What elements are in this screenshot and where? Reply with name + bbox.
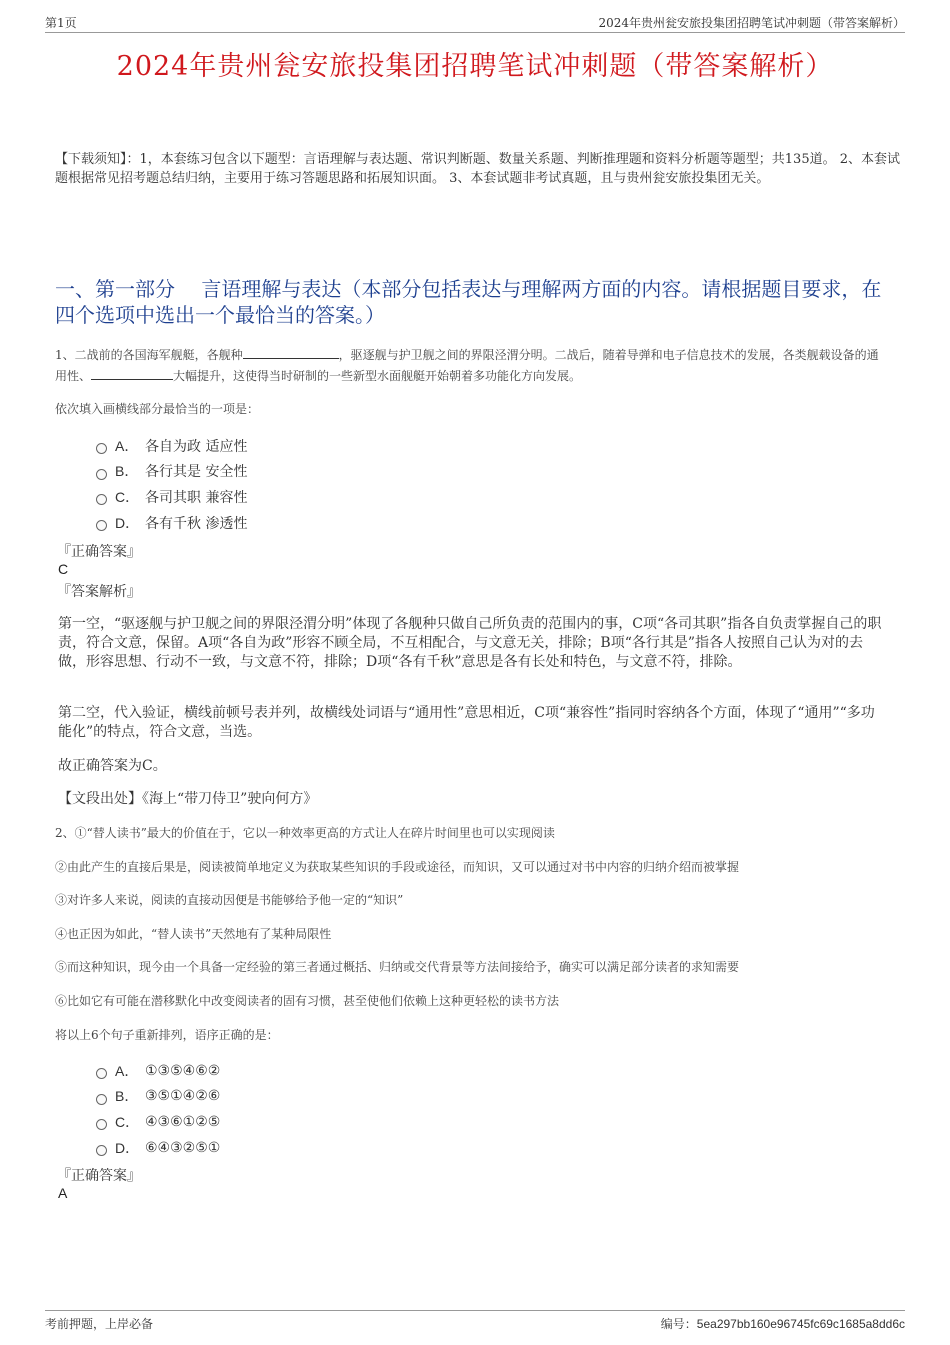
q2-option-c[interactable]: C． ④③⑥①②⑤ — [96, 1109, 220, 1135]
q1-answer: C — [58, 561, 69, 577]
radio-icon[interactable] — [96, 1119, 107, 1130]
q2-sentence-3: ③对许多人来说，阅读的直接动因便是书能够给予他一定的“知识” — [55, 893, 404, 907]
q1-stem-part-a: 1、二战前的各国海军舰艇，各舰种 — [55, 348, 243, 362]
radio-icon[interactable] — [96, 469, 107, 480]
q2-sentence-4: ④也正因为如此，“替人读书”天然地有了某种局限性 — [55, 927, 332, 941]
q2-sentence-1: 2、①“替人读书”最大的价值在于，它以一种效率更高的方式让人在碎片时间里也可以实现阅读 — [55, 826, 555, 840]
q1-options — [96, 433, 247, 535]
q1-prompt: 依次填入画横线部分最恰当的一项是： — [55, 402, 260, 416]
q1-stem-part-b: ，驱逐舰与护卫舰之间的界限泾渭分明。二战后，随着导弹和电子信息技术的发展，各类舰载设备的通用性、 — [55, 348, 879, 383]
q2-sentence-2: ②由此产生的直接后果是，阅读被简单地定义为获取某些知识的手段或途径，而知识，又可以通过对书中内容的归纳介绍而被掌握 — [55, 860, 740, 874]
q2-options — [96, 1058, 220, 1160]
section-title: 一、第一部分 言语理解与表达（本部分包括表达与理解两方面的内容。请根据题目要求，在四个选项中选出一个最恰当的答案。） — [55, 277, 882, 327]
q1-option-d[interactable]: D． 各有千秋 渗透性 — [96, 510, 247, 536]
q1-source: 【文段出处】《海上“带刀侍卫”驶向何方》 — [58, 791, 318, 807]
page-number: 第1页 — [45, 16, 77, 30]
q1-option-b[interactable]: B． 各行其是 安全性 — [96, 459, 247, 485]
footer-code: 编号：5ea297bb160e96745fc69c1685a8dd6c — [660, 1317, 905, 1331]
page-header — [45, 14, 905, 33]
radio-icon[interactable] — [96, 443, 107, 454]
fill-blank-1 — [243, 346, 339, 359]
radio-icon[interactable] — [96, 520, 107, 531]
page-footer — [45, 1310, 905, 1331]
q1-option-a[interactable]: A． 各自为政 适应性 — [96, 433, 247, 459]
q1-answer-label: 『正确答案』 — [57, 544, 141, 560]
q2-option-d[interactable]: D． ⑥④③②⑤① — [96, 1135, 220, 1161]
q2-prompt: 将以上6个句子重新排列，语序正确的是： — [55, 1028, 279, 1042]
footer-slogan: 考前押题，上岸必备 — [45, 1317, 154, 1331]
document-title: 2024年贵州瓮安旅投集团招聘笔试冲刺题（带答案解析） — [116, 51, 834, 82]
q2-option-b[interactable]: B． ③⑤①④②⑥ — [96, 1084, 220, 1110]
q1-option-c[interactable]: C． 各司其职 兼容性 — [96, 484, 247, 510]
q2-sentence-5: ⑤而这种知识，现今由一个具备一定经验的第三者通过概括、归纳或交代背景等方法间接给予，确实可以满足部分读者的求知需要 — [55, 960, 740, 974]
q1-analysis-conclusion: 故正确答案为C。 — [58, 758, 167, 774]
q2-sentence-6: ⑥比如它有可能在潜移默化中改变阅读者的固有习惯，甚至使他们依赖上这种更轻松的读书方法 — [55, 994, 560, 1008]
download-notice: 【下载须知】：1，本套练习包含以下题型：言语理解与表达题、常识判断题、数量关系题、判断推理题和资料分析题等题型；共135道。 2、本套试题根据常见招考题总结归纳，主要用于练习答题思路和拓展知识面。 3、本套试题非考试真题，且与贵州瓮安旅投集团无关。 — [55, 152, 900, 186]
fill-blank-2 — [91, 367, 173, 380]
q1-stem-part-c: 大幅提升，这使得当时研制的一些新型水面舰艇开始朝着多功能化方向发展。 — [173, 369, 582, 383]
question-1-stem — [55, 345, 890, 387]
q2-answer: A — [58, 1185, 68, 1201]
q2-option-a[interactable]: A． ①③⑤④⑥② — [96, 1058, 220, 1084]
q1-analysis-label: 『答案解析』 — [57, 584, 141, 600]
header-doc-title: 2024年贵州瓮安旅投集团招聘笔试冲刺题（带答案解析） — [598, 16, 905, 30]
q2-answer-label: 『正确答案』 — [57, 1168, 141, 1184]
q1-analysis-paragraph-1: 第一空，“驱逐舰与护卫舰之间的界限泾渭分明”体现了各舰种只做自己所负责的范围内的事，C项“各司其职”指各自负责掌握自己的职责，符合文意，保留。A项“各自为政”形容不顾全局，不互相配合，与文意无关，排除；B项“各行其是”指各人按照自己认为对的去做，形容思想、行动不一致，与文意不符，排除；D项“各有千秋”意思是各有长处和特色，与文意不符，排除。 — [58, 616, 882, 670]
radio-icon[interactable] — [96, 1094, 107, 1105]
radio-icon[interactable] — [96, 1145, 107, 1156]
radio-icon[interactable] — [96, 1068, 107, 1079]
radio-icon[interactable] — [96, 494, 107, 505]
q1-analysis-paragraph-2: 第二空，代入验证，横线前顿号表并列，故横线处词语与“通用性”意思相近，C项“兼容性”指同时容纳各个方面，体现了“通用”“多功能化”的特点，符合文意，当选。 — [58, 705, 875, 740]
